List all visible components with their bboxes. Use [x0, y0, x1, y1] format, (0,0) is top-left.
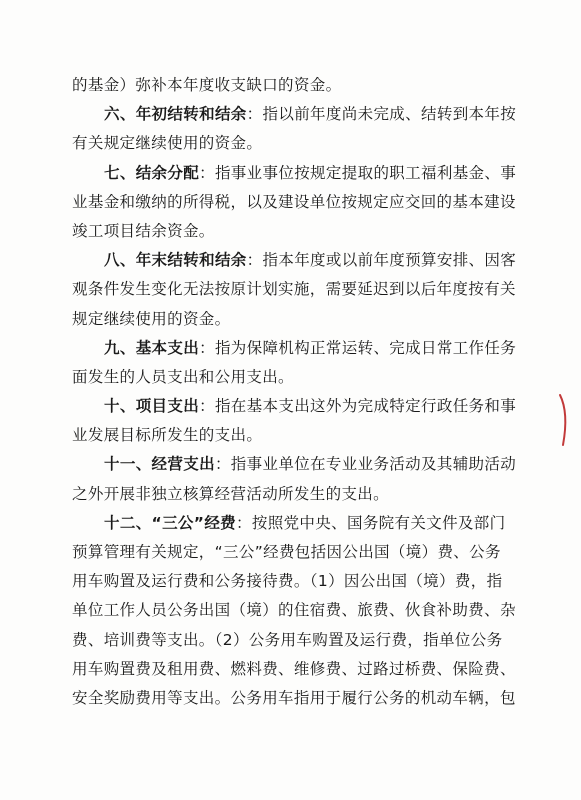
term-heading: 十二、“三公”经费 — [104, 513, 237, 532]
text-line — [72, 509, 506, 538]
text-line — [72, 450, 517, 479]
text-line: 用车购置费及租用费、燃料费、维修费、过路过桥费、保险费、 — [72, 659, 516, 678]
term-heading: 十一、经营支出 — [104, 455, 215, 474]
term-heading: 九、基本支出 — [104, 338, 200, 357]
text-line: 安全奖励费用等支出。公务用车指用于履行公务的机动车辆，包 — [72, 688, 516, 707]
document-body — [72, 71, 517, 713]
text-line: 预算管理有关规定，“三公”经费包括因公出国（境）费、公务 — [72, 543, 501, 561]
term-definition: ：指本年度或以前年度预算安排、因客 — [246, 251, 517, 270]
red-pen-mark — [557, 393, 571, 447]
term-definition: ：指以前年度尚未完成、结转到本年按 — [246, 105, 517, 124]
paragraph-item-9 — [72, 334, 517, 392]
term-definition: ：指为保障机构正常运转、完成日常工作任务 — [199, 338, 517, 357]
text-line: 业基金和缴纳的所得税，以及建设单位按规定应交回的基本建设 — [72, 192, 516, 211]
paragraph-item-10 — [72, 392, 517, 450]
text-line — [72, 100, 517, 129]
term-heading: 六、年初结转和结余 — [104, 105, 247, 124]
text-line: 观条件发生变化无法按原计划实施，需要延迟到以后年度按有关 — [72, 280, 516, 299]
text-line: 用车购置及运行费和公务接待费。（1）因公出国（境）费，指 — [72, 572, 503, 591]
paragraph-item-12 — [72, 509, 516, 713]
red-pen-stroke — [560, 395, 565, 445]
term-heading: 七、结余分配 — [104, 163, 200, 182]
term-definition: ：按照党中央、国务院有关文件及部门 — [236, 513, 506, 532]
text-line: 面发生的人员支出和公用支出。 — [72, 367, 294, 386]
term-heading: 十、项目支出 — [104, 397, 200, 416]
paragraph-item-8 — [72, 246, 517, 334]
term-definition: ：指事业事位按规定提取的职工福利基金、事 — [199, 163, 517, 182]
text-line: 有关规定继续使用的资金。 — [72, 134, 263, 153]
text-line: 之外开展非独立核算经营活动所发生的支出。 — [72, 484, 390, 503]
text-line: 费、培训费等支出。（2）公务用车购置及运行费，指单位公务 — [72, 630, 503, 649]
paragraph-item-7 — [72, 159, 517, 247]
text-line: 业发展目标所发生的支出。 — [72, 426, 263, 445]
text-line — [72, 159, 517, 188]
term-heading: 八、年末结转和结余 — [104, 251, 247, 270]
term-definition: ：指事业单位在专业业务活动及其辅助活动 — [214, 455, 517, 474]
text-line: 单位工作人员公务出国（境）的住宿费、旅费、伙食补助费、杂 — [72, 601, 516, 620]
paragraph-continuation — [72, 71, 500, 100]
term-definition: ：指在基本支出这外为完成特定行政任务和事 — [199, 397, 517, 416]
text-line — [72, 392, 517, 421]
text-line: 的基金）弥补本年度收支缺口的资金。 — [72, 76, 342, 94]
text-line: 竣工项目结余资金。 — [72, 221, 215, 240]
text-line — [72, 246, 517, 275]
paragraph-item-6 — [72, 100, 517, 158]
paragraph-item-11 — [72, 450, 517, 508]
text-line — [72, 334, 517, 363]
text-line: 规定继续使用的资金。 — [72, 309, 231, 328]
